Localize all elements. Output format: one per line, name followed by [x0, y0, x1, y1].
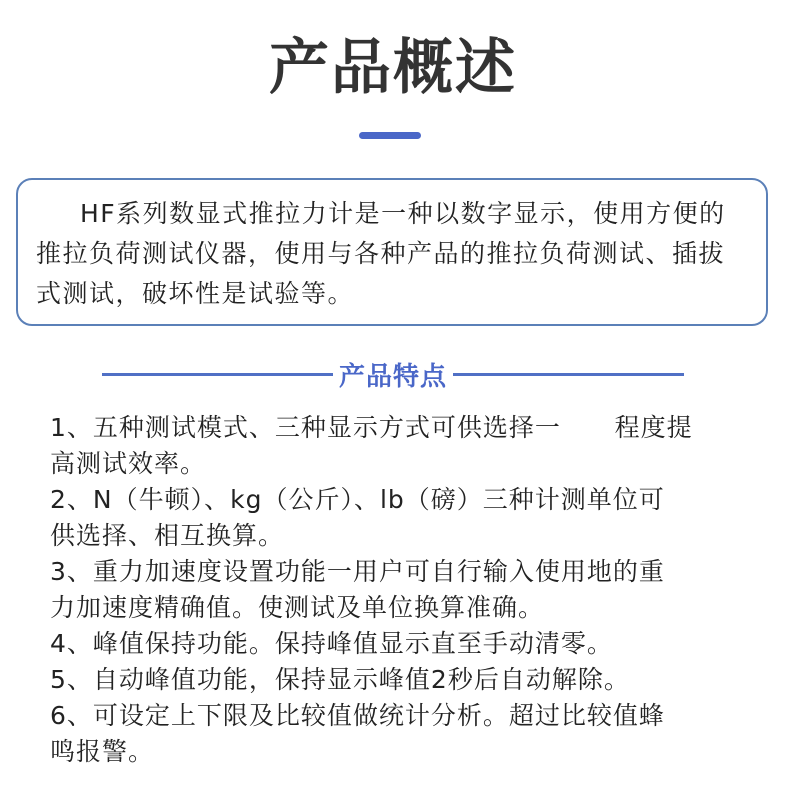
- section-divider-left: [102, 373, 333, 376]
- feature-line: 4、峰值保持功能。保持峰值显示直至手动清零。: [50, 629, 613, 658]
- features-section-title: 产品特点: [339, 361, 448, 392]
- overview-box: [16, 178, 768, 326]
- feature-line: 供选择、相互换算。: [50, 521, 285, 550]
- feature-line: 力加速度精确值。使测试及单位换算准确。: [50, 593, 545, 622]
- page-title: 产品概述: [269, 33, 517, 103]
- feature-line: 2、N（牛顿）、kg（公斤）、lb（磅）三种计测单位可: [50, 485, 665, 514]
- title-underline: [359, 132, 421, 139]
- feature-line: 6、可设定上下限及比较值做统计分析。超过比较值蜂: [50, 701, 665, 730]
- feature-line: 1、五种测试模式、三种显示方式可供选择一 程度提: [50, 413, 693, 442]
- features-list: [50, 410, 740, 770]
- features-section-header: [102, 354, 684, 394]
- section-divider-right: [453, 373, 684, 376]
- feature-line: 5、自动峰值功能，保持显示峰值2秒后自动解除。: [50, 665, 630, 694]
- feature-line: 3、重力加速度设置功能一用户可自行输入使用地的重: [50, 557, 665, 586]
- overview-text: HF系列数显式推拉力计是一种以数字显示，使用方便的推拉负荷测试仪器，使用与各种产品的推拉负荷测试、插拔式测试，破坏性是试验等。: [36, 199, 726, 308]
- feature-line: 鸣报警。: [50, 737, 155, 766]
- feature-line: 高测试效率。: [50, 449, 207, 478]
